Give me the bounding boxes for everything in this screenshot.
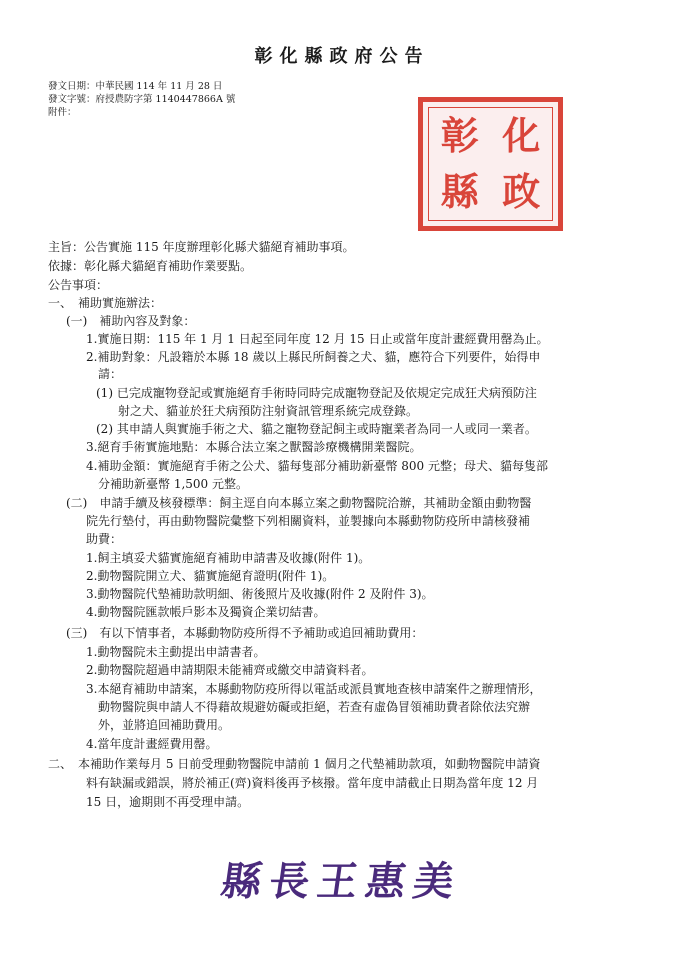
seal-char: 彰: [440, 113, 479, 158]
document-title: 彰化縣政府公告: [254, 46, 430, 67]
basis: 依據：彰化縣犬貓絕育補助作業要點。: [48, 259, 253, 273]
part-2-item-3: 3.動物醫院代墊補助款明細、術後照片及收據(附件 2 及附件 3)。: [86, 587, 434, 601]
issue-date: 發文日期：中華民國 114 年 11 月 28 日: [48, 81, 223, 92]
magistrate-signature: 縣長王惠美: [218, 858, 465, 905]
part-1-item-4: 4.補助金額：實施絕育手術之公犬、貓每隻部分補助新臺幣 800 元整；母犬、貓每隻部: [86, 459, 548, 473]
part-1-sub-2: (2) 其申請人與實施手術之犬、貓之寵物登記飼主或時寵業者為同一人或同一業者。: [96, 422, 537, 436]
part-1-sub-1-cont: 射之犬、貓並於狂犬病預防注射資訊管理系統完成登錄。: [118, 404, 419, 418]
section-2: 二、 本補助作業每月 5 日前受理動物醫院申請前 1 個月之代墊補助款項，如動物醫院申請資: [48, 757, 541, 771]
part-1-item-1: 1.實施日期：115 年 1 月 1 日起至同年度 12 月 15 日止或當年度計畫經費用罄為止。: [86, 332, 549, 346]
part-3-item-3: 3.本絕育補助申請案，本縣動物防疫所得以電話或派員實地查核申請案件之辦理情形，: [86, 682, 542, 696]
part-2-item-2: 2.動物醫院開立犬、貓實施絕育證明(附件 1)。: [86, 569, 335, 583]
part-3-item-2: 2.動物醫院超過申請期限未能補齊或繳交申請資料者。: [86, 663, 374, 677]
part-2-heading-cont: 院先行墊付，再由動物醫院彙整下列相關資料，並製據向本縣動物防疫所申請核發補: [86, 514, 531, 528]
section-2-cont: 料有缺漏或錯誤，將於補正(齊)資料後再予核撥。當年度申請截止日期為當年度 12 月: [86, 776, 539, 790]
part-2-heading: (二) 申請手續及核發標準：飼主逕自向本縣立案之動物醫院洽辦，其補助金額由動物醫: [66, 496, 532, 510]
part-2-item-4: 4.動物醫院匯款帳戶影本及獨資企業切結書。: [86, 605, 326, 619]
seal-char: 政: [502, 169, 541, 214]
part-3-heading: (三) 有以下情事者，本縣動物防疫所得不予補助或追回補助費用：: [66, 626, 424, 640]
part-1-item-3: 3.絕育手術實施地點：本縣合法立案之獸醫診療機構開業醫院。: [86, 440, 422, 454]
part-2-heading-cont: 助費：: [86, 532, 123, 546]
part-1-sub-1: (1) 已完成寵物登記或實施絕育手術時同時完成寵物登記及依規定完成狂犬病預防注: [96, 386, 537, 400]
part-1-heading: (一) 補助內容及對象：: [66, 314, 196, 328]
part-3-item-1: 1.動物醫院未主動提出申請書者。: [86, 645, 266, 659]
official-seal: [418, 97, 563, 231]
notice-header: 公告事項：: [48, 278, 109, 292]
seal-char: 縣: [440, 169, 479, 214]
part-3-item-3-cont: 外，並將追回補助費用。: [98, 718, 231, 732]
part-3-item-4: 4.當年度計畫經費用罄。: [86, 737, 218, 751]
subject: 主旨：公告實施 115 年度辦理彰化縣犬貓絕育補助事項。: [48, 240, 355, 254]
section-1-heading: 一、 補助實施辦法：: [48, 296, 163, 310]
part-1-item-4-cont: 分補助新臺幣 1,500 元整。: [98, 477, 248, 491]
document-number: 發文字號：府授農防字第 1140447866A 號: [48, 94, 236, 105]
part-3-item-3-cont: 動物醫院與申請人不得藉故規避妨礙或拒絕，若查有虛偽冒領補助費者除依法究辦: [98, 700, 531, 714]
section-2-cont: 15 日，逾期則不再受理申請。: [86, 795, 250, 809]
attachment-label: 附件：: [48, 107, 77, 118]
part-1-item-2: 2.補助對象：凡設籍於本縣 18 歲以上縣民所飼養之犬、貓，應符合下列要件，始得申: [86, 350, 541, 364]
part-2-item-1: 1.飼主填妥犬貓實施絕育補助申請書及收據(附件 1)。: [86, 551, 371, 565]
seal-char: 化: [502, 113, 541, 158]
part-1-item-2-cont: 請：: [98, 367, 123, 381]
